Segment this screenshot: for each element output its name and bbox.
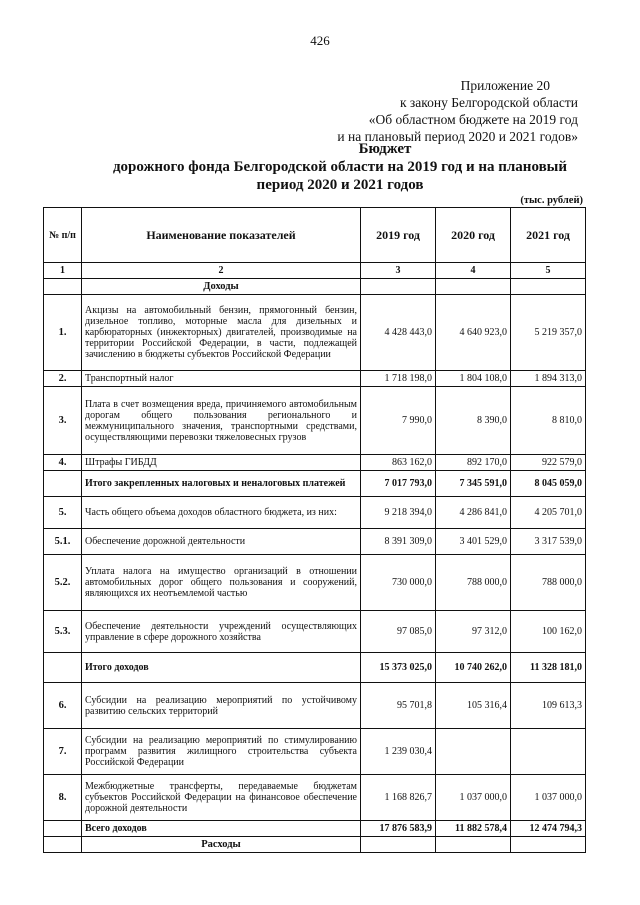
row-name: Субсидии на реализацию мероприятий по стимулированию программ развития жилищного строительства субъекта Российской Федерации — [82, 729, 361, 775]
value-2020: 4 286 841,0 — [436, 497, 511, 529]
value-2021: 100 162,0 — [511, 611, 586, 653]
value-2019: 7 017 793,0 — [361, 471, 436, 497]
row-name: Транспортный налог — [82, 371, 361, 387]
value-2021: 12 474 794,3 — [511, 821, 586, 837]
value-2019: 95 701,8 — [361, 683, 436, 729]
appendix-header — [337, 77, 578, 145]
value-2021: 11 328 181,0 — [511, 653, 586, 683]
value-2021: 8 810,0 — [511, 387, 586, 455]
table-row — [44, 371, 586, 387]
header-2021: 2021 год — [511, 208, 586, 263]
row-num: 1. — [44, 295, 82, 371]
value-2019: 1 239 030,4 — [361, 729, 436, 775]
value-2020: 892 170,0 — [436, 455, 511, 471]
page-number: 426 — [310, 33, 330, 48]
row-num: 3. — [44, 387, 82, 455]
value-2019: 1 168 826,7 — [361, 775, 436, 821]
appendix-line-3: «Об областном бюджете на 2019 год — [368, 112, 578, 127]
value-2019: 1 718 198,0 — [361, 371, 436, 387]
index-cell: 2 — [82, 263, 361, 279]
section-title: Расходы — [82, 837, 361, 853]
value-2019: 730 000,0 — [361, 555, 436, 611]
row-name: Межбюджетные трансферты, передаваемые бюджетам субъектов Российской Федерации на финансовое обеспечение дорожной деятельности — [82, 775, 361, 821]
row-name: Итого закрепленных налоговых и неналоговых платежей — [82, 471, 361, 497]
header-name: Наименование показателей — [82, 208, 361, 263]
budget-table — [43, 207, 586, 853]
section-row-expenses — [44, 837, 586, 853]
row-num — [44, 653, 82, 683]
value-2020: 3 401 529,0 — [436, 529, 511, 555]
row-name: Уплата налога на имущество организаций в отношении автомобильных дорог общего пользования и сооружений, являющихся их неотъемлемой частью — [82, 555, 361, 611]
row-name: Всего доходов — [82, 821, 361, 837]
grand-total-row — [44, 821, 586, 837]
index-cell: 3 — [361, 263, 436, 279]
table-row — [44, 455, 586, 471]
section-row-income — [44, 279, 586, 295]
header-num: № п/п — [44, 208, 82, 263]
row-num: 5. — [44, 497, 82, 529]
value-2021: 4 205 701,0 — [511, 497, 586, 529]
row-num: 4. — [44, 455, 82, 471]
index-cell: 5 — [511, 263, 586, 279]
unit-label: (тыс. рублей) — [520, 195, 583, 206]
row-num: 5.3. — [44, 611, 82, 653]
value-2020: 7 345 591,0 — [436, 471, 511, 497]
value-2021 — [511, 729, 586, 775]
index-cell: 4 — [436, 263, 511, 279]
value-2019: 9 218 394,0 — [361, 497, 436, 529]
title-line-3: период 2020 и 2021 годов — [256, 177, 424, 193]
table-row — [44, 611, 586, 653]
value-2020: 105 316,4 — [436, 683, 511, 729]
appendix-line-4: и на плановый период 2020 и 2021 годов» — [337, 129, 578, 144]
row-num: 5.1. — [44, 529, 82, 555]
table-row — [44, 775, 586, 821]
value-2021: 788 000,0 — [511, 555, 586, 611]
value-2020: 788 000,0 — [436, 555, 511, 611]
value-2019: 8 391 309,0 — [361, 529, 436, 555]
document-title — [40, 140, 640, 194]
table-row — [44, 529, 586, 555]
row-name: Субсидии на реализацию мероприятий по устойчивому развитию сельских территорий — [82, 683, 361, 729]
value-2020: 8 390,0 — [436, 387, 511, 455]
row-num — [44, 471, 82, 497]
table-row — [44, 729, 586, 775]
value-2019: 97 085,0 — [361, 611, 436, 653]
appendix-line-2: к закону Белгородской области — [400, 95, 578, 110]
table-row — [44, 555, 586, 611]
table-header-row — [44, 208, 586, 263]
subtotal-row — [44, 471, 586, 497]
value-2021: 109 613,3 — [511, 683, 586, 729]
value-2021: 1 894 313,0 — [511, 371, 586, 387]
title-line-1: Бюджет — [358, 141, 412, 157]
value-2021: 1 037 000,0 — [511, 775, 586, 821]
index-cell: 1 — [44, 263, 82, 279]
value-2020: 10 740 262,0 — [436, 653, 511, 683]
value-2020: 1 804 108,0 — [436, 371, 511, 387]
table-row — [44, 295, 586, 371]
row-num: 5.2. — [44, 555, 82, 611]
table-row — [44, 683, 586, 729]
table-row — [44, 387, 586, 455]
total-row — [44, 653, 586, 683]
row-num: 2. — [44, 371, 82, 387]
value-2020: 11 882 578,4 — [436, 821, 511, 837]
title-line-2: дорожного фонда Белгородской области на 2019 год и на плановый — [112, 159, 568, 175]
column-index-row — [44, 263, 586, 279]
value-2020: 4 640 923,0 — [436, 295, 511, 371]
row-name: Итого доходов — [82, 653, 361, 683]
row-name: Акцизы на автомобильный бензин, прямогонный бензин, дизельное топливо, моторные масла для дизельных и карбюраторных (инжекторных) двигателей, производимые на территории Российской Федерации, в части, подлежащей зачислению в бюджеты субъектов Российской Федерации — [82, 295, 361, 371]
value-2021: 8 045 059,0 — [511, 471, 586, 497]
value-2021: 922 579,0 — [511, 455, 586, 471]
row-name: Плата в счет возмещения вреда, причиняемого автомобильным дорогам общего пользования регионального и межмуниципального значения, транспортными средствами, осуществляющими перевозки тяжеловесных грузов — [82, 387, 361, 455]
value-2019: 863 162,0 — [361, 455, 436, 471]
header-2019: 2019 год — [361, 208, 436, 263]
section-title: Доходы — [82, 279, 361, 295]
table-row — [44, 497, 586, 529]
value-2021: 3 317 539,0 — [511, 529, 586, 555]
row-num: 8. — [44, 775, 82, 821]
header-2020: 2020 год — [436, 208, 511, 263]
value-2019: 4 428 443,0 — [361, 295, 436, 371]
value-2020: 1 037 000,0 — [436, 775, 511, 821]
value-2021: 5 219 357,0 — [511, 295, 586, 371]
appendix-line-1: Приложение 20 — [460, 78, 550, 93]
value-2019: 17 876 583,9 — [361, 821, 436, 837]
row-name: Часть общего объема доходов областного бюджета, из них: — [82, 497, 361, 529]
row-name: Обеспечение дорожной деятельности — [82, 529, 361, 555]
row-name: Обеспечение деятельности учреждений осуществляющих управление в сфере дорожного хозяйства — [82, 611, 361, 653]
row-name: Штрафы ГИБДД — [82, 455, 361, 471]
value-2020 — [436, 729, 511, 775]
row-num: 6. — [44, 683, 82, 729]
value-2019: 15 373 025,0 — [361, 653, 436, 683]
row-num — [44, 821, 82, 837]
row-num: 7. — [44, 729, 82, 775]
value-2019: 7 990,0 — [361, 387, 436, 455]
value-2020: 97 312,0 — [436, 611, 511, 653]
